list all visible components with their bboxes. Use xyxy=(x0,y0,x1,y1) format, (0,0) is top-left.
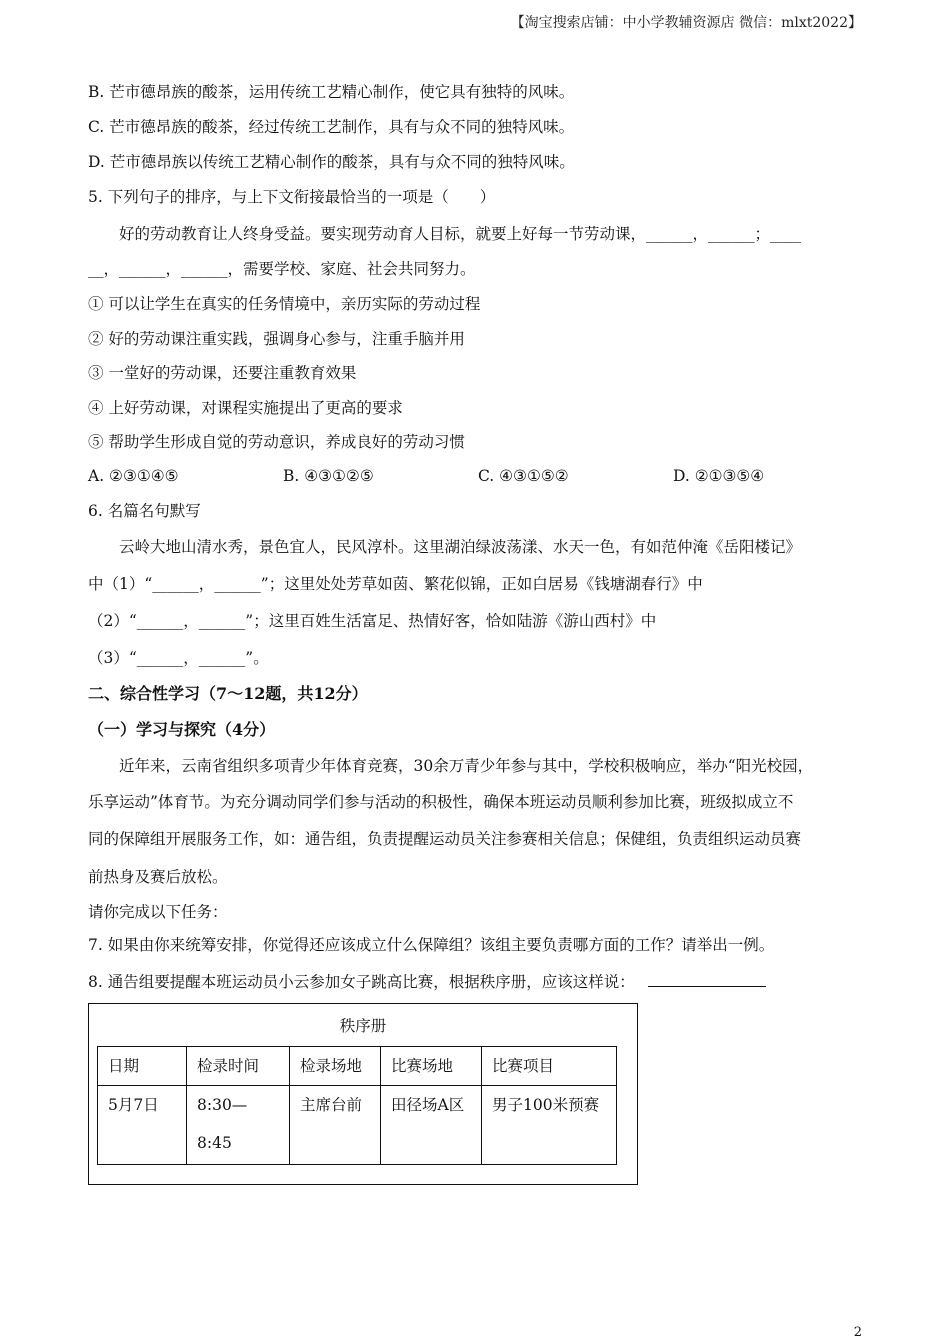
cell-checkin-time-start: 8:30— xyxy=(197,1096,248,1114)
cell-checkin-time-end: 8:45 xyxy=(197,1134,232,1152)
header-event: 比赛项目 xyxy=(482,1047,617,1086)
q5-option-c: C. ④③①⑤② xyxy=(478,467,569,485)
q5-passage-line-2: __，______，______，需要学校、家庭、社会共同努力。 xyxy=(88,260,476,278)
intro-paragraph-line-2: 乐享运动”体育节。为充分调动同学们参与活动的积极性，确保本班运动员顺利参加比赛，班级拟成立不 xyxy=(88,793,794,811)
q8-answer-blank[interactable] xyxy=(648,970,766,987)
header-venue: 比赛场地 xyxy=(381,1047,482,1086)
cell-checkin-place: 主席台前 xyxy=(290,1086,381,1165)
q5-options xyxy=(88,466,868,486)
q6-passage-line-4: （3）“______，______”。 xyxy=(88,649,269,667)
cell-venue: 田径场A区 xyxy=(381,1086,482,1165)
header-date: 日期 xyxy=(98,1047,187,1086)
header-checkin-time: 检录时间 xyxy=(187,1047,290,1086)
q6-passage-line-3: （2）“______，______”；这里百姓生活富足、热情好客，恰如陆游《游山西村》中 xyxy=(88,612,657,630)
q6-passage-line-2: 中（1）“______，______”；这里处处芳草如茵、繁花似锦，正如白居易《钱塘湖春行》中 xyxy=(88,575,703,593)
q5-option-b: B. ④③①②⑤ xyxy=(283,467,374,485)
schedule-table xyxy=(97,1046,617,1165)
header-checkin-place: 检录场地 xyxy=(290,1047,381,1086)
option-b: B. 芒市德昂族的酸茶，运用传统工艺精心制作，使它具有独特的风味。 xyxy=(88,83,575,101)
question-6: 6. 名篇名句默写 xyxy=(88,502,201,520)
page-header: 【淘宝搜索店铺：中小学教辅资源店 微信：mlxt2022】 xyxy=(510,15,862,31)
intro-paragraph-line-4: 前热身及赛后放松。 xyxy=(88,868,228,886)
schedule-title: 秩序册 xyxy=(339,1017,387,1035)
q5-passage-line-1: 好的劳动教育让人终身受益。要实现劳动育人目标，就要上好每一节劳动课，______，______；____ xyxy=(119,225,802,243)
sentence-3: ③ 一堂好的劳动课，还要注重教育效果 xyxy=(88,364,357,382)
sentence-1: ① 可以让学生在真实的任务情境中，亲历实际的劳动过程 xyxy=(88,295,481,313)
question-7: 7. 如果由你来统筹安排，你觉得还应该成立什么保障组？该组主要负责哪方面的工作？请举出一例。 xyxy=(88,936,775,954)
subsection-1-heading: （一）学习与探究（4分） xyxy=(88,720,276,739)
question-8-text: 8. 通告组要提醒本班运动员小云参加女子跳高比赛，根据秩序册，应该这样说： xyxy=(88,973,635,991)
sentence-4: ④ 上好劳动课，对课程实施提出了更高的要求 xyxy=(88,399,403,417)
task-prompt: 请你完成以下任务： xyxy=(88,903,228,921)
table-header-row xyxy=(98,1047,617,1086)
section-2-heading: 二、综合性学习（7～12题，共12分） xyxy=(88,684,368,703)
sentence-2: ② 好的劳动课注重实践，强调身心参与，注重手脑并用 xyxy=(88,330,465,348)
cell-event: 男子100米预赛 xyxy=(482,1086,617,1165)
option-c: C. 芒市德昂族的酸茶，经过传统工艺制作，具有与众不同的独特风味。 xyxy=(88,118,575,136)
page-number: 2 xyxy=(853,1325,862,1340)
question-8 xyxy=(88,970,766,992)
question-5: 5. 下列句子的排序，与上下文衔接最恰当的一项是（ ） xyxy=(88,188,496,206)
sentence-5: ⑤ 帮助学生形成自觉的劳动意识，养成良好的劳动习惯 xyxy=(88,433,465,451)
q5-option-a: A. ②③①④⑤ xyxy=(88,467,179,485)
intro-paragraph-line-3: 同的保障组开展服务工作，如：通告组，负责提醒运动员关注参赛相关信息；保健组，负责组织运动员赛 xyxy=(88,830,802,848)
q6-passage-line-1: 云岭大地山清水秀，景色宜人，民风淳朴。这里湖泊绿波荡漾、水天一色，有如范仲淹《岳阳楼记》 xyxy=(119,538,802,556)
table-row xyxy=(98,1086,617,1165)
cell-checkin-time xyxy=(187,1086,290,1165)
intro-paragraph-line-1: 近年来，云南省组织多项青少年体育竞赛，30余万青少年参与其中，学校积极响应，举办“阳光校园， xyxy=(119,757,814,775)
option-d: D. 芒市德昂族以传统工艺精心制作的酸茶，具有与众不同的独特风味。 xyxy=(88,153,575,171)
schedule-box xyxy=(88,1003,638,1185)
q5-option-d: D. ②①③⑤④ xyxy=(673,467,765,485)
cell-date: 5月7日 xyxy=(98,1086,187,1165)
